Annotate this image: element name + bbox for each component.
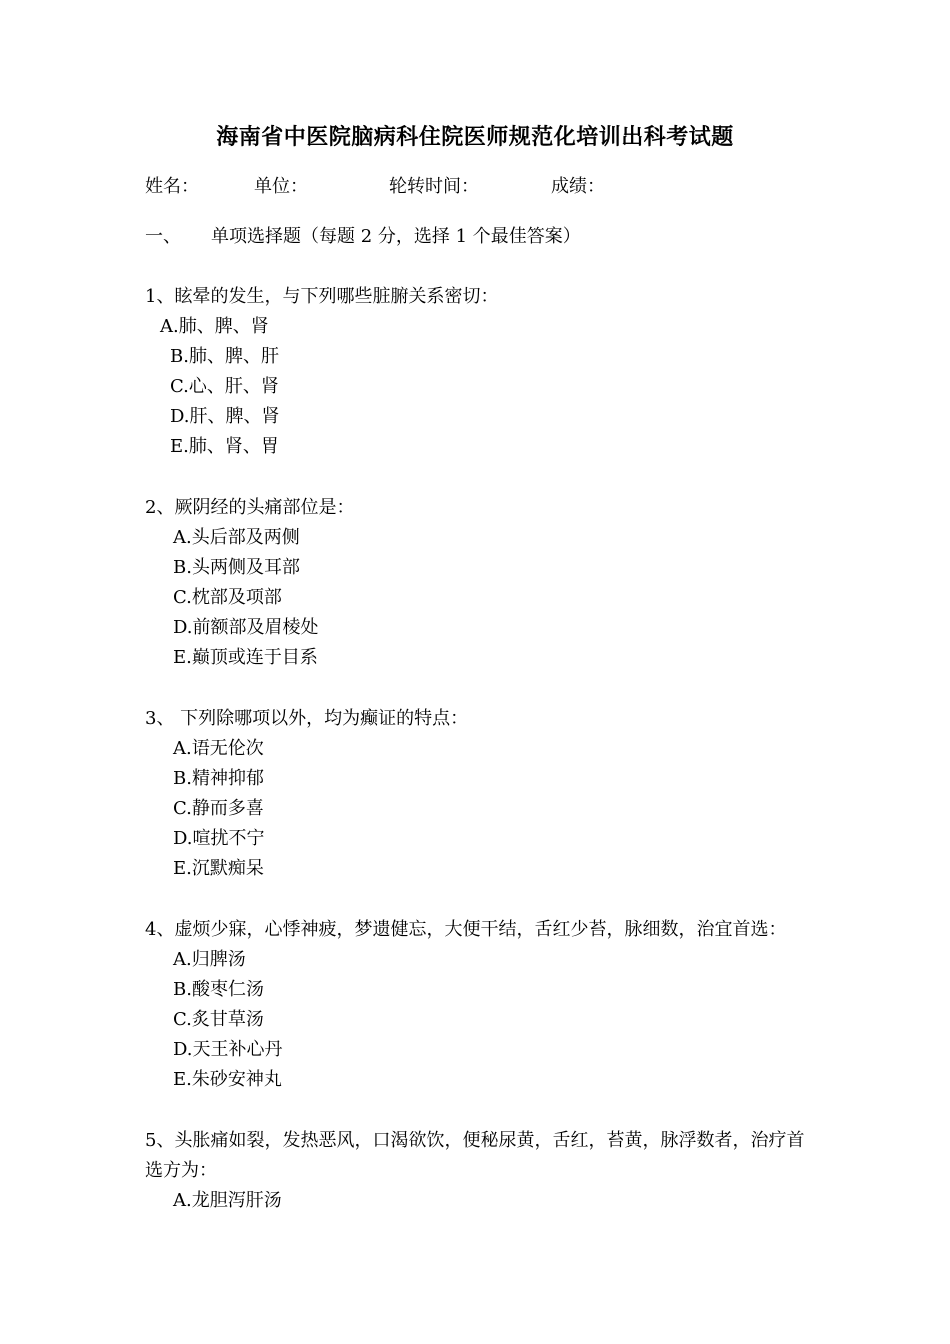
question-3-option-a: A.语无伦次 <box>173 738 264 759</box>
question-5-text: 5、头胀痛如裂，发热恶风，口渴欲饮，便秘尿黄，舌红，苔黄，脉浮数者，治疗首选方为： <box>145 1130 805 1181</box>
section-text: 单项选择题（每题 2 分，选择 1 个最佳答案） <box>211 226 581 247</box>
question-5-option-a: A.龙胆泻肝汤 <box>173 1190 282 1211</box>
question-3-option-d: D.喧扰不宁 <box>173 828 265 849</box>
section-heading <box>145 222 581 252</box>
score-field-label: 成绩： <box>551 176 605 197</box>
question-3-option-b: B.精神抑郁 <box>173 768 264 789</box>
question-3-text: 3、 下列除哪项以外，均为癫证的特点： <box>145 708 469 729</box>
question-1-option-e: E.肺、肾、胃 <box>170 436 279 457</box>
rotation-time-field-label: 轮转时间： <box>389 176 479 197</box>
section-number: 一、 <box>145 226 181 247</box>
question-4-option-d: D.天王补心丹 <box>173 1039 283 1060</box>
unit-field-label: 单位： <box>254 176 308 197</box>
document-title: 海南省中医院脑病科住院医师规范化培训出科考试题 <box>216 124 734 150</box>
question-4-option-a: A.归脾汤 <box>173 949 246 970</box>
question-2-option-a: A.头后部及两侧 <box>173 527 300 548</box>
question-3-option-c: C.静而多喜 <box>173 798 264 819</box>
question-1-option-c: C.心、肝、肾 <box>170 376 279 397</box>
question-2-text: 2、厥阴经的头痛部位是： <box>145 497 355 518</box>
name-field-label: 姓名： <box>145 176 199 197</box>
question-4-option-b: B.酸枣仁汤 <box>173 979 264 1000</box>
question-1-option-b: B.肺、脾、肝 <box>170 346 279 367</box>
question-1-option-a: A.肺、脾、肾 <box>160 316 269 337</box>
question-4-option-e: E.朱砂安神丸 <box>173 1069 282 1090</box>
question-4-text: 4、虚烦少寐，心悸神疲，梦遗健忘，大便干结，舌红少苔，脉细数，治宜首选： <box>145 919 787 940</box>
question-3-option-e: E.沉默痴呆 <box>173 858 264 879</box>
question-2-option-b: B.头两侧及耳部 <box>173 557 300 578</box>
question-1-text: 1、眩晕的发生，与下列哪些脏腑关系密切： <box>145 286 499 307</box>
question-2-option-c: C.枕部及项部 <box>173 587 282 608</box>
question-2-option-e: E.巅顶或连于目系 <box>173 647 318 668</box>
question-4-option-c: C.炙甘草汤 <box>173 1009 264 1030</box>
question-1-option-d: D.肝、脾、肾 <box>170 406 280 427</box>
question-2-option-d: D.前额部及眉棱处 <box>173 617 319 638</box>
